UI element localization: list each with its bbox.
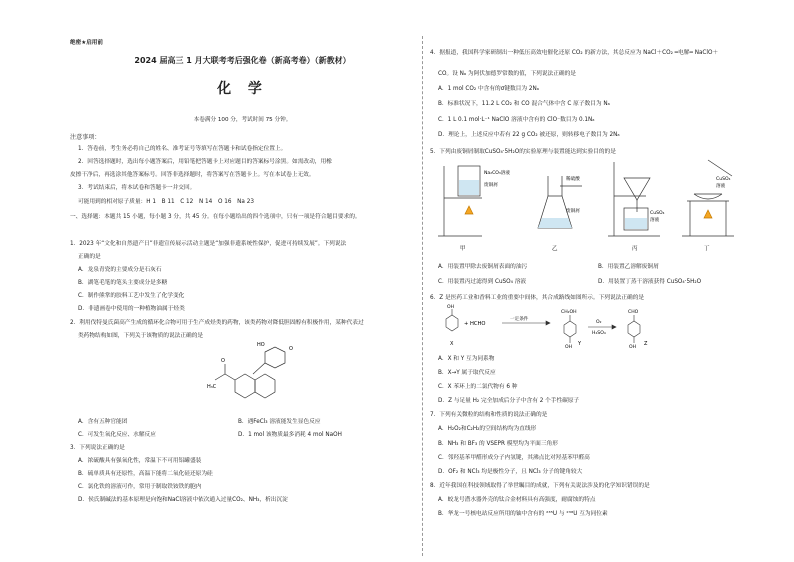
hcho-label: + HCHO [464, 321, 486, 327]
q1-option-c: C．制作熊掌的胶料工艺中发生了化学变化 [78, 293, 185, 299]
q8-option-a: A．蛟龙号潜水器外壳的钛合金材料具有高强度，耐腐蚀的特点 [438, 497, 596, 503]
q3-stem: 3．下列说法正确的是 [70, 445, 125, 451]
caption-a: 甲 [460, 246, 466, 252]
q6-option-d: D．Z 与足量 H₂ 完全加成后分子中含有 2 个手性碳原子 [438, 398, 580, 404]
q2-option-d: D．1 mol 该物质最多消耗 4 mol NaOH [238, 432, 342, 438]
label-c1: CuSO₄ [650, 211, 665, 216]
condition-2b: H₂SO₄ [592, 331, 606, 336]
atomic-masses: 可能用到的相对原子质量：H 1 B 11 C 12 N 14 O 16 Na 23 [78, 199, 254, 205]
q7-stem: 7．下列有关微粒的结构和性质的说法正确的是 [430, 412, 548, 418]
struct-ho-label: HO [257, 342, 265, 348]
q2-option-b: B．遇FeCl₃ 溶液能发生显色反应 [238, 419, 321, 425]
compound-z: Z [644, 341, 648, 347]
q7-option-a: A．H₂O₂和C₂H₂的空间结构均为直线形 [438, 426, 537, 432]
q6-option-b: B．X→Y 属于取代反应 [438, 370, 496, 376]
z-oh-label: OH [629, 345, 637, 350]
condition-1: 一定条件 [510, 317, 529, 322]
label-a1: Na₂CO₃溶液 [484, 171, 510, 176]
dish-d [694, 194, 722, 199]
compound-x: X [450, 341, 454, 347]
notes-heading: 注意事项： [70, 134, 101, 141]
q8-option-b: B．华龙一号核电站反应所用的铀中含有的 ²³⁵U 与 ²³⁸U 互为同位素 [438, 511, 608, 517]
compound-y: Y [578, 341, 582, 347]
q5-option-d: D．用装置丁蒸干溶液获得 CuSO₄·5H₂O [598, 279, 702, 285]
z-cho-label: CHO [628, 310, 639, 315]
q7-option-c: C．邻羟基苯甲醛形成分子内氢键，其沸点比对羟基苯甲醛高 [438, 455, 590, 461]
note-2a: 2．回答选择题时，选出每小题答案后，用铅笔把答题卡上对应题目的答案标号涂黑。如需改动，用橡 [78, 159, 332, 165]
ring-y [564, 321, 576, 337]
label-b1: 稀硫酸 [566, 177, 580, 182]
q4-option-a: A．1 mol CO₂ 中含有的σ键数目为 2Nₐ [438, 86, 539, 92]
q5-apparatus-figure [432, 156, 762, 256]
caption-d: 丁 [704, 246, 710, 252]
struct-me-label: H₃C [207, 384, 217, 390]
ring-x [446, 315, 458, 331]
label-d2: 溶液 [716, 184, 726, 189]
q6-stem: 6．Z 是医药工业和香料工业的重要中间体，其合成路线如图所示。下列说法正确的是 [430, 295, 645, 301]
q1-option-b: B．湖笔毛笔的笔头主要成分是多糖 [78, 280, 168, 286]
y-ch2oh-label: CH₂OH [561, 310, 577, 315]
q1-stem-2: 正确的是 [78, 254, 101, 260]
q2-structure-diagram [205, 338, 310, 413]
q8-stem: 8．近年我国在科技领域取得了举世瞩目的成就，下列有关说法涉及的化学知识错误的是 [430, 483, 650, 489]
label-b2: 废铜屑 [566, 209, 580, 214]
q1-option-a: A．龙泉青瓷的主要成分是石灰石 [78, 267, 162, 273]
secret-label: 绝密★启用前 [70, 40, 103, 46]
funnel-c [624, 178, 650, 200]
q4-stem-2: CO。设 Nₐ 为阿伏加德罗常数的值，下列说法正确的是 [438, 71, 576, 77]
ring-z [628, 321, 640, 337]
q7-option-d: D．OF₂ 和 NCl₃ 均是极性分子，且 NCl₃ 分子的键角较大 [438, 469, 583, 475]
label-a2: 废铜屑 [484, 183, 498, 188]
caption-b: 乙 [552, 246, 558, 252]
q2-option-a: A．含有五种官能团 [78, 419, 128, 425]
exam-title: 2024 届高三 1 月大联考考后强化卷（新高考卷）（新教材） [134, 56, 351, 65]
q4-option-b: B．标准状况下，11.2 L CO₂ 和 CO 混合气体中含 C 原子数目为 Nₐ [438, 101, 610, 107]
section-1-heading: 一、选择题：本题共 15 小题，每小题 3 分，共 45 分。在每小题给出的四个选项中，只有一项是符合题目要求的。 [70, 214, 361, 220]
struct-o2-label: O [221, 358, 225, 364]
q2-option-c: C．可发生氧化反应、水解反应 [78, 432, 156, 438]
q6-option-a: A．X 和 Y 互为同系物 [438, 356, 495, 362]
q6-option-c: C．X 苯环上的二氯代物有 6 种 [438, 384, 518, 390]
q5-stem: 5．下列由废铜屑制取CuSO₄·5H₂O的实验原理与装置能达到实验目的的是 [430, 149, 616, 155]
q3-option-a: A．浓硫酸具有强氧化性，常温下不可用铝罐盛装 [78, 458, 202, 464]
q5-option-c: C．用装置丙过滤得到 CuSO₄ 溶液 [438, 279, 527, 285]
note-2b: 皮擦干净后，再选涂其他答案标号。回答非选择题时，将答案写在答题卡上。写在本试卷上无效。 [70, 172, 315, 178]
q3-option-b: B．硫单质具有还原性，高温下能将二氧化硅还原为硅 [78, 471, 213, 477]
q4-option-d: D．理论上，上述反应中若有 22 g CO₂ 被还原，则转移电子数目为 2Nₐ [438, 132, 620, 138]
q5-option-a: A．用装置甲除去废铜屑表面的油污 [438, 264, 528, 270]
condition-2a: O₂ [596, 320, 602, 325]
note-1: 1．答卷前，考生务必将自己的姓名、准考证号等填写在答题卡和试卷指定位置上。 [78, 146, 287, 152]
q4-option-c: C．1 L 0.1 mol·L⁻¹ NaClO 溶液中含有的 ClO⁻数目为 0.1Nₐ [438, 117, 595, 123]
label-d1: CuSO₄ [716, 177, 731, 182]
exam-info: 本卷满分 100 分，考试时间 75 分钟。 [193, 117, 292, 123]
q3-option-c: C．氯化铁的溶液可作，常用于制取铁铵铁的胞内 [78, 484, 202, 490]
q1-option-d: D．非遗画卷中使用的一种植物油属于烃类 [78, 306, 185, 312]
q3-option-d: D．侯氏制碱法的基本原理是向饱和NaCl溶液中依次通入过量CO₂、NH₃，析出沉淀 [78, 497, 288, 503]
q5-option-b: B．用装置乙溶解废铜屑 [598, 264, 659, 270]
y-oh-label: OH [565, 345, 573, 350]
q2-stem: 2．利用伐特曼氏菌高产生成的循环化合物可用于生产成烃类的药物，该类药物对降低胆固醇有积极作用，某种代表过 [70, 320, 364, 326]
x-oh-label: OH [447, 305, 455, 310]
q4-stem: 4．据报道，我国科学家研制出一种低压高效电催化还原 CO₂ 的新方法，其总反应为 NaCl＋CO₂ ═电解═ NaClO＋ [430, 50, 719, 56]
note-3: 3．考试结束后，将本试卷和答题卡一并交回。 [78, 185, 196, 191]
q6-reaction-scheme [438, 303, 668, 353]
q2-stem-2: 类药物结构如图，下列关于该物质的说法正确的是 [78, 333, 204, 339]
label-c2: 溶液 [650, 218, 660, 223]
column-divider [422, 36, 423, 556]
q1-stem: 1．2023 年“文化和自然遗产日”非遗宣传展示活动主题是“加强非遗系统性保护，促进可持续发展”。下列说法 [70, 241, 347, 247]
caption-c: 丙 [632, 246, 638, 252]
struct-o1-label: O [289, 346, 293, 352]
subject-title: 化 学 [217, 81, 268, 97]
q7-option-b: B．NH₃ 和 BF₃ 的 VSEPR 模型均为平面三角形 [438, 441, 558, 447]
